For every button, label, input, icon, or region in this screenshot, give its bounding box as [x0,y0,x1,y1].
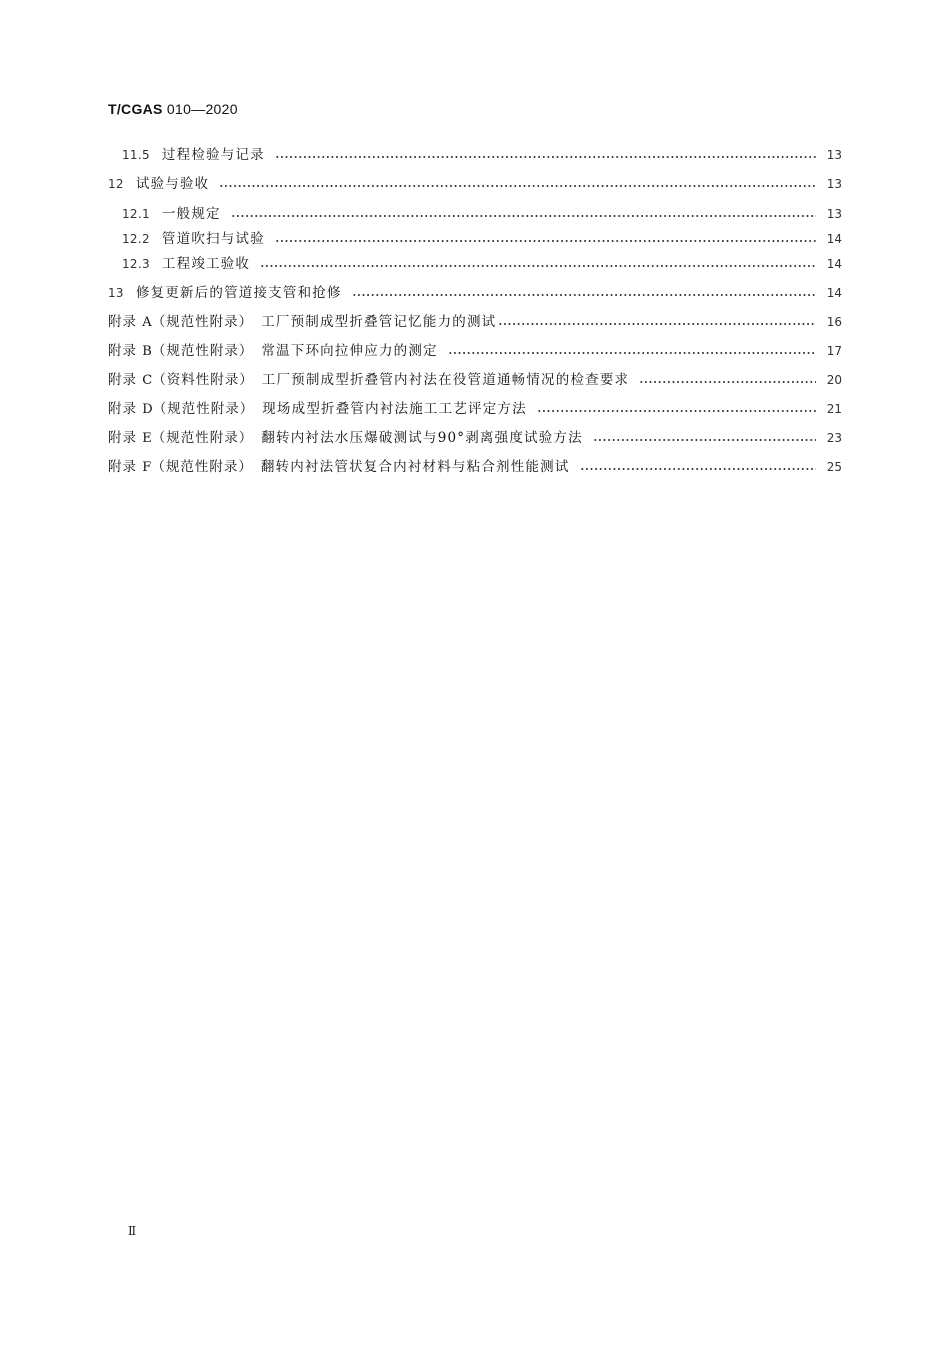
toc-entry-title: 常温下环向拉伸应力的测定 [261,343,438,359]
toc-entry-number: 12.3 [122,257,150,271]
toc-entry-appendix-a[interactable] [108,312,842,332]
toc-leader-dots [448,341,816,361]
toc-entry-11-5[interactable] [122,145,842,165]
toc-leader-dots [352,283,816,303]
appendix-type: （资料性附录） [152,371,254,388]
toc-entry-title: 工厂预制成型折叠管内衬法在役管道通畅情况的检查要求 [261,372,630,388]
toc-entry-12-3[interactable] [122,254,842,274]
appendix-type: （规范性附录） [151,458,253,475]
toc-entry-number: 12.2 [122,232,150,246]
appendix-letter: C [142,372,153,388]
toc-entry-page: 13 [826,148,842,162]
toc-leader-dots [639,370,816,390]
appendix-word: 附录 [108,400,137,417]
appendix-label [108,370,254,391]
toc-entry-page: 25 [826,460,842,474]
appendix-letter: B [142,343,152,359]
page-number: Ⅱ [128,1224,137,1238]
toc-leader-dots [275,145,816,165]
appendix-letter: E [142,430,152,446]
toc-entry-12-2[interactable] [122,229,842,249]
toc-entry-title: 试验与验收 [135,176,210,192]
standard-prefix: T/CGAS [108,101,163,117]
toc-entry-number: 12 [108,177,124,191]
toc-entry-page: 20 [826,373,842,387]
toc-entry-page: 14 [826,232,842,246]
toc-entry-12-1[interactable] [122,204,842,224]
toc-entry-title: 管道吹扫与试验 [161,231,265,247]
toc-entry-page: 14 [826,286,842,300]
appendix-label [108,399,254,420]
toc-leader-dots [260,254,816,274]
toc-entry-appendix-b[interactable] [108,341,842,361]
appendix-word: 附录 [108,458,137,475]
toc-leader-dots [231,204,816,224]
toc-entry-appendix-d[interactable] [108,399,842,419]
appendix-word: 附录 [108,342,137,359]
appendix-label [108,312,253,333]
appendix-letter: F [142,459,152,475]
standard-number: 010—2020 [166,101,238,117]
toc-entry-number: 11.5 [122,148,150,162]
toc-entry-title: 一般规定 [161,206,221,222]
toc-entry-12[interactable] [108,174,842,194]
toc-entry-page: 14 [826,257,842,271]
appendix-type: （规范性附录） [151,342,254,359]
appendix-word: 附录 [108,371,137,388]
toc-entry-title: 现场成型折叠管内衬法施工工艺评定方法 [262,401,527,417]
toc-entry-title: 工厂预制成型折叠管记忆能力的测试 [261,314,497,330]
toc-entry-appendix-f[interactable] [108,457,842,477]
appendix-label [108,341,253,362]
toc-entry-appendix-c[interactable] [108,370,842,390]
toc-leader-dots [593,428,816,448]
toc-entry-page: 16 [826,315,842,329]
appendix-word: 附录 [108,313,137,330]
appendix-word: 附录 [108,429,137,446]
appendix-type: （规范性附录） [151,429,254,446]
appendix-type: （规范性附录） [151,313,254,330]
toc-leader-dots [275,229,816,249]
toc-leader-dots [580,457,816,477]
appendix-label [108,428,253,449]
toc-entry-page: 23 [826,431,842,445]
toc-entry-title: 工程竣工验收 [161,256,251,272]
toc-entry-number: 13 [108,286,124,300]
appendix-type: （规范性附录） [152,400,255,417]
toc-entry-appendix-e[interactable] [108,428,842,448]
appendix-label [108,457,253,478]
toc-entry-page: 13 [826,207,842,221]
toc-entry-page: 21 [826,402,842,416]
appendix-letter: D [142,401,153,417]
toc-leader-dots [498,312,816,332]
toc-entry-page: 13 [826,177,842,191]
appendix-letter: A [142,314,152,330]
toc-entry-title: 翻转内衬法管状复合内衬材料与粘合剂性能测试 [260,459,570,475]
toc-entry-page: 17 [826,344,842,358]
toc-entry-title: 过程检验与记录 [161,147,265,163]
toc-entry-title: 修复更新后的管道接支管和抢修 [135,285,342,301]
toc-leader-dots [537,399,816,419]
standard-header [108,101,238,117]
toc-entry-number: 12.1 [122,207,150,221]
toc-leader-dots [219,174,816,194]
toc-entry-13[interactable] [108,283,842,303]
toc-entry-title: 翻转内衬法水压爆破测试与90°剥离强度试验方法 [261,430,583,446]
